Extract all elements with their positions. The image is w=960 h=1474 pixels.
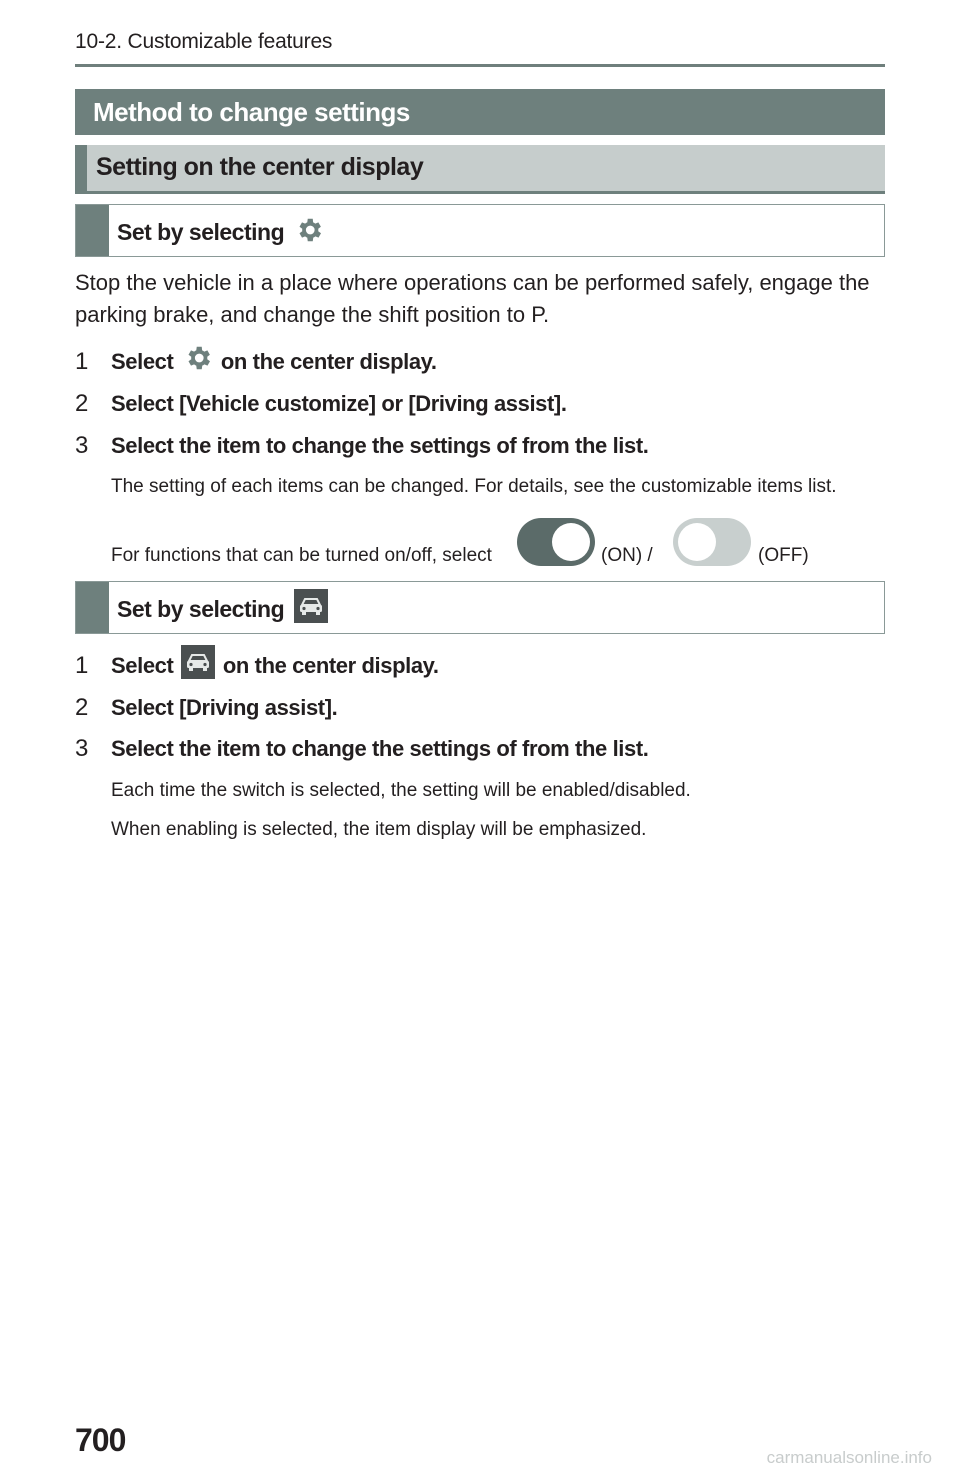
note-emphasized: When enabling is selected, the item display will be emphasized.	[111, 819, 647, 840]
step-3-car	[75, 735, 648, 763]
topic-accent	[76, 582, 109, 633]
note-switch: Each time the switch is selected, the setting will be enabled/disabled.	[111, 780, 691, 801]
intro-paragraph: Stop the vehicle in a place where operations can be performed safely, engage the parking brake, and change the shift position to P.	[75, 270, 870, 327]
note-toggle: For functions that can be turned on/off, select	[111, 545, 492, 566]
gear-icon	[183, 343, 213, 373]
step-number: 2	[75, 694, 88, 721]
step-number: 3	[75, 432, 88, 459]
step-number: 1	[75, 652, 88, 679]
car-icon	[181, 645, 215, 679]
topic-heading-car	[75, 581, 885, 634]
section-heading-bar	[75, 89, 885, 135]
topic-title: Set by selecting	[117, 596, 285, 622]
step-number: 3	[75, 735, 88, 762]
gear-icon	[294, 215, 324, 245]
step-text: Select the item to change the settings of from the list.	[111, 433, 649, 458]
step-text: Select the item to change the settings of from the list.	[111, 736, 649, 761]
topic-label	[117, 596, 328, 623]
step-1-gear	[75, 348, 437, 376]
step-number: 2	[75, 390, 88, 417]
step-3-gear	[75, 432, 648, 460]
topic-label	[117, 219, 324, 246]
subsection-accent	[75, 145, 87, 191]
step-2-car	[75, 694, 337, 722]
subsection-heading: Setting on the center display	[96, 153, 424, 181]
step-text: Select [Driving assist].	[111, 695, 338, 720]
step-text: on the center display.	[222, 653, 439, 678]
topic-accent	[76, 205, 109, 256]
section-heading: Method to change settings	[93, 97, 410, 127]
toggle-on-icon	[517, 518, 595, 566]
step-2-gear	[75, 390, 567, 418]
toggle-off-icon	[673, 518, 751, 566]
car-icon	[294, 589, 328, 623]
step-number: 1	[75, 348, 88, 375]
watermark: carmanualsonline.info	[766, 1448, 932, 1467]
header-rule	[75, 64, 885, 67]
running-header: 10-2. Customizable features	[75, 30, 333, 53]
note-customizable: The setting of each items can be changed. For details, see the customizable items list.	[111, 476, 837, 497]
toggle-on-label: (ON) /	[601, 545, 653, 566]
subsection-heading-bar	[75, 145, 885, 194]
step-text: Select	[111, 349, 174, 374]
toggle-off-label: (OFF)	[758, 545, 809, 566]
topic-heading-gear	[75, 204, 885, 257]
page-number: 700	[75, 1422, 126, 1458]
step-text: Select	[111, 653, 174, 678]
step-1-car	[75, 652, 439, 680]
topic-title: Set by selecting	[117, 219, 285, 245]
step-text: on the center display.	[220, 349, 437, 374]
step-text: Select [Vehicle customize] or [Driving assist].	[111, 391, 567, 416]
